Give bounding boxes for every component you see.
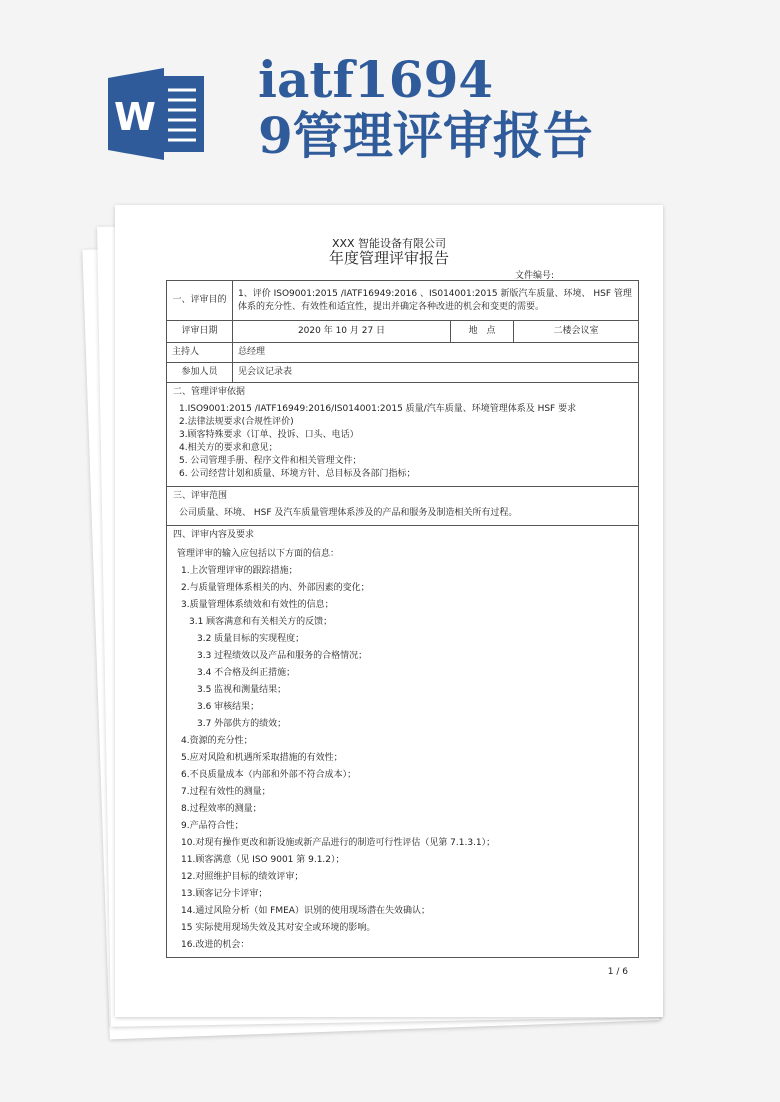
word-icon — [108, 68, 206, 160]
content-item: 12.对照维护目标的绩效评审； — [181, 872, 304, 882]
date-value: 2020 年 10 月 27 日 — [233, 321, 451, 343]
basis-section — [167, 383, 639, 487]
host-value: 总经理 — [233, 343, 639, 363]
basis-item: 5. 公司管理手册、程序文件和相关管理文件； — [179, 456, 362, 466]
svg-text:W: W — [114, 95, 156, 139]
content-item: 14.通过风险分析（如 FMEA）识别的使用现场潜在失效确认； — [181, 906, 430, 916]
content-item: 6.不良质量成本（内部和外部不符合成本）； — [181, 770, 357, 780]
content-item: 3.2 质量目标的实现程度； — [197, 634, 305, 644]
scope-title: 三、评审范围 — [173, 491, 228, 501]
content-intro: 管理评审的输入应包括以下方面的信息： — [177, 549, 340, 559]
attendees-label: 参加人员 — [167, 363, 233, 383]
content-item: 10.对现有操作更改和新设施或新产品进行的制造可行性评估（见第 7.1.3.1）； — [181, 838, 496, 848]
purpose-text: 1、评价 ISO9001:2015 /IATF16949:2016 、IS014001:2015 新版汽车质量、环境、 HSF 管理体系的充分性、有效性和适宜性，提出并确定各种改进的机会和变更的需要。 — [233, 281, 639, 321]
content-item: 3.1 顾客满意和有关相关方的反馈； — [189, 617, 333, 627]
content-item: 15 实际使用现场失效及其对安全或环境的影响。 — [181, 923, 376, 933]
date-label: 评审日期 — [167, 321, 233, 343]
content-item: 1.上次管理评审的跟踪措施； — [181, 566, 298, 576]
purpose-label: 一、评审目的 — [167, 281, 233, 321]
content-item: 13.顾客记分卡评审； — [181, 889, 268, 899]
basis-item: 6. 公司经营计划和质量、环境方针、总目标及各部门指标； — [179, 469, 416, 479]
title-line-1: iatf1694 — [258, 50, 494, 109]
content-item: 3.4 不合格及纠正措施； — [197, 668, 296, 678]
report-table — [166, 280, 639, 958]
title-line-2: 9管理评审报告 — [258, 106, 593, 165]
content-item: 11.顾客满意（见 ISO 9001 第 9.1.2）； — [181, 855, 345, 865]
content-item: 9.产品符合性； — [181, 821, 244, 831]
scope-section — [167, 487, 639, 526]
basis-item: 2.法律法规要求(合规性评价) — [179, 417, 294, 427]
company-name: XXX 智能设备有限公司 — [331, 237, 447, 250]
place-value: 二楼会议室 — [514, 321, 639, 343]
content-item: 3.5 监视和测量结果； — [197, 685, 287, 695]
document-title: 年度管理评审报告 — [328, 249, 449, 267]
content-title: 四、评审内容及要求 — [173, 530, 255, 540]
content-item: 3.6 审核结果； — [197, 702, 260, 712]
document-page — [115, 205, 663, 1017]
attendees-value: 见会议记录表 — [233, 363, 639, 383]
content-item: 8.过程效率的测量； — [181, 804, 262, 814]
content-item: 16.改进的机会： — [181, 940, 250, 950]
content-item: 2.与质量管理体系相关的内、外部因素的变化； — [181, 583, 370, 593]
content-item: 3.3 过程绩效以及产品和服务的合格情况； — [197, 651, 368, 661]
content-item: 4.资源的充分性； — [181, 736, 253, 746]
basis-title: 二、管理评审依据 — [173, 387, 246, 397]
host-label: 主持人 — [167, 343, 233, 363]
content-item: 3.7 外部供方的绩效； — [197, 719, 287, 729]
content-item: 7.过程有效性的测量； — [181, 787, 271, 797]
basis-item: 4.相关方的要求和意见； — [179, 443, 278, 453]
place-label: 地 点 — [451, 321, 514, 343]
file-number-label: 文件编号: — [515, 271, 555, 281]
page-title — [258, 52, 593, 164]
scope-text: 公司质量、环境、 HSF 及汽车质量管理体系涉及的产品和服务及制造相关所有过程。 — [179, 508, 518, 518]
page-number: 1 / 6 — [607, 967, 628, 977]
basis-item: 3.顾客特殊要求（订单、投诉、口头、电话） — [179, 430, 359, 440]
basis-item: 1.ISO9001:2015 /IATF16949:2016/IS014001:2015 质量/汽车质量、环境管理体系及 HSF 要求 — [179, 404, 577, 414]
content-item: 3.质量管理体系绩效和有效性的信息； — [181, 600, 334, 610]
content-item: 5.应对风险和机遇所采取措施的有效性； — [181, 753, 343, 763]
content-section — [167, 526, 639, 958]
